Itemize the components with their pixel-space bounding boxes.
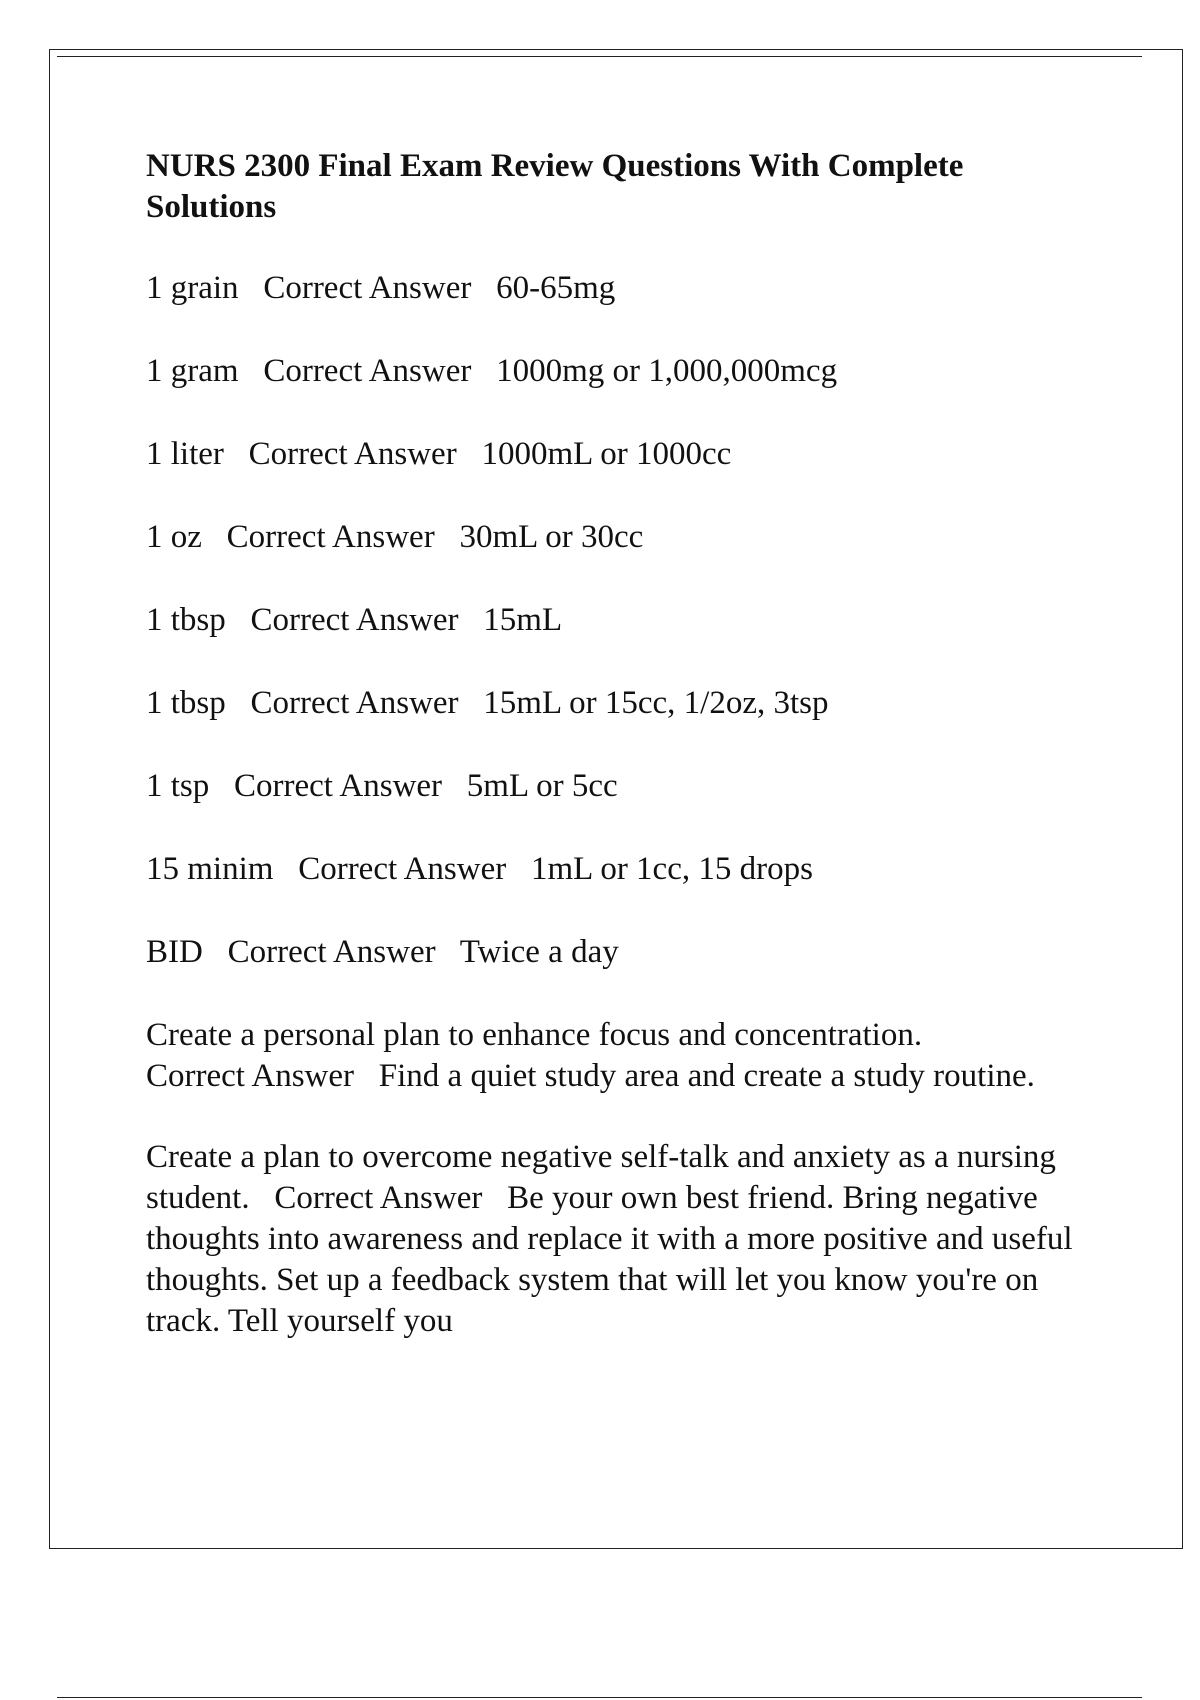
qa-item (146, 517, 1086, 558)
qa-item (146, 1015, 1086, 1097)
question-text: 15 minim (146, 851, 274, 887)
answer-label: Correct Answer (250, 602, 459, 638)
answer-text: 30mL or 30cc (459, 519, 644, 555)
answer-text: Twice a day (459, 934, 619, 970)
answer-label: Correct Answer (263, 270, 472, 306)
question-text: Create a personal plan to enhance focus and concentration. (146, 1017, 923, 1053)
answer-label: Correct Answer (146, 1058, 355, 1094)
qa-item (146, 434, 1086, 475)
qa-item (146, 932, 1086, 973)
answer-label: Correct Answer (227, 934, 436, 970)
qa-item (146, 766, 1086, 807)
question-text: 1 grain (146, 270, 239, 306)
question-text: 1 gram (146, 353, 239, 389)
answer-label: Correct Answer (263, 353, 472, 389)
qa-item (146, 268, 1086, 309)
answer-label: Correct Answer (274, 1180, 483, 1216)
answer-label: Correct Answer (248, 436, 457, 472)
answer-label: Correct Answer (250, 685, 459, 721)
question-text: 1 tsp (146, 768, 210, 804)
answer-text: 60-65mg (496, 270, 616, 306)
answer-text: 5mL or 5cc (466, 768, 618, 804)
document-body (146, 146, 1086, 1382)
question-text: Create a plan to overcome negative self-talk and anxiety as a nursing student. (146, 1139, 1065, 1216)
answer-text: Find a quiet study area and create a study routine. (378, 1058, 1035, 1094)
qa-item (146, 600, 1086, 641)
answer-label: Correct Answer (234, 768, 443, 804)
question-text: 1 tbsp (146, 602, 226, 638)
answer-text: 15mL or 15cc, 1/2oz, 3tsp (483, 685, 829, 721)
answer-text: Be your own best friend. Bring negative thoughts into awareness and replace it with a more positive and useful thoughts. Set up a feedback system that will let you know you're on track. Tell yourself you (146, 1180, 1081, 1339)
question-text: 1 liter (146, 436, 224, 472)
qa-item (146, 683, 1086, 724)
document-title: NURS 2300 Final Exam Review Questions With Complete Solutions (146, 148, 964, 225)
question-text: 1 oz (146, 519, 202, 555)
answer-text: 1000mg or 1,000,000mcg (496, 353, 838, 389)
answer-text: 15mL (483, 602, 563, 638)
question-text: 1 tbsp (146, 685, 226, 721)
answer-label: Correct Answer (226, 519, 435, 555)
header-rule (57, 56, 1142, 57)
question-text: BID (146, 934, 203, 970)
answer-text: 1000mL or 1000cc (481, 436, 732, 472)
qa-item (146, 351, 1086, 392)
qa-item (146, 1137, 1086, 1342)
answer-label: Correct Answer (298, 851, 507, 887)
footer-rule (57, 1697, 1142, 1698)
qa-item (146, 849, 1086, 890)
answer-text: 1mL or 1cc, 15 drops (530, 851, 813, 887)
